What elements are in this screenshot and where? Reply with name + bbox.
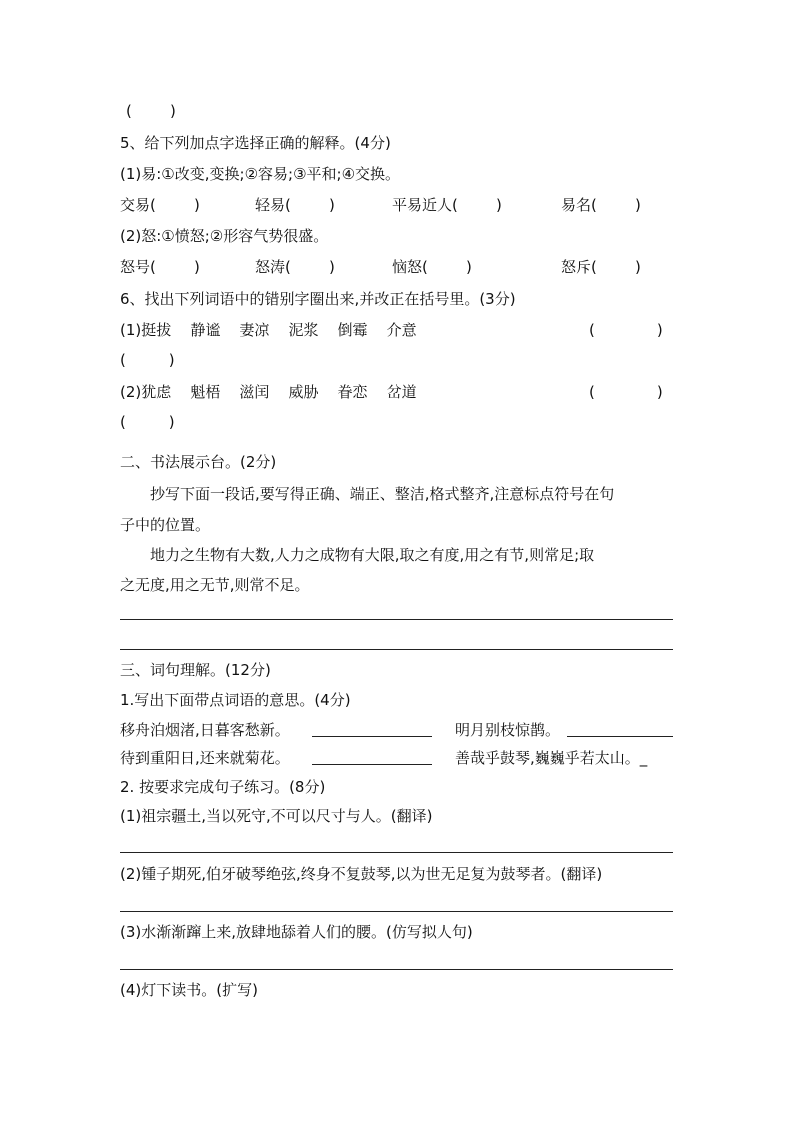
sentence-1-answer-line[interactable] xyxy=(120,852,673,853)
q5-item-nuhao[interactable]: 怒号( ) xyxy=(120,258,200,276)
sentence-3-answer-line[interactable] xyxy=(120,969,673,970)
q3-2-title: 2. 按要求完成句子练习。(8分) xyxy=(120,778,326,796)
q5-title: 5、给下列加点字选择正确的解释。(4分) xyxy=(120,134,391,152)
poem-line-4: 善哉乎鼓琴,巍巍乎若太山。_ xyxy=(455,749,648,767)
section2-instruction-line2: 子中的位置。 xyxy=(120,516,211,534)
q6-line2: (2)犹虑 魁梧 滋闰 威胁 眷恋 岔道 xyxy=(120,383,417,401)
poem-line-3: 待到重阳日,还来就菊花。 xyxy=(120,749,290,767)
copy-writing-line-1[interactable] xyxy=(120,619,673,620)
q6-line1-answer-paren[interactable]: ( ) xyxy=(589,321,663,339)
section2-passage-line2: 之无度,用之无节,则常不足。 xyxy=(120,576,310,594)
q3-1-title: 1.写出下面带点词语的意思。(4分) xyxy=(120,691,351,709)
sentence-2: (2)锺子期死,伯牙破琴绝弦,终身不复鼓琴,以为世无足复为鼓琴者。(翻译) xyxy=(120,865,603,883)
q6-line1-cont-paren[interactable]: ( ) xyxy=(120,351,175,369)
q5-item-yiming[interactable]: 易名( ) xyxy=(561,196,641,214)
poem-2-answer-blank[interactable] xyxy=(567,722,673,737)
sentence-3: (3)水渐渐蹿上来,放肆地舔着人们的腰。(仿写拟人句) xyxy=(120,923,473,941)
q5-item-pingyijinren[interactable]: 平易近人( ) xyxy=(392,196,502,214)
leftover-answer-paren[interactable]: ( ) xyxy=(126,102,176,120)
sentence-4: (4)灯下读书。(扩写) xyxy=(120,981,258,999)
q5-sub1: (1)易:①改变,变换;②容易;③平和;④交换。 xyxy=(120,165,401,183)
q5-item-naonu[interactable]: 恼怒( ) xyxy=(392,258,472,276)
section2-instruction-line1: 抄写下面一段话,要写得正确、端正、整洁,格式整齐,注意标点符号在句 xyxy=(150,485,615,503)
q6-line2-cont-paren[interactable]: ( ) xyxy=(120,413,175,431)
section2-passage-line1: 地力之生物有大数,人力之成物有大限,取之有度,用之有节,则常足;取 xyxy=(150,546,595,564)
q5-sub2: (2)怒:①愤怒;②形容气势很盛。 xyxy=(120,227,329,245)
poem-line-2: 明月别枝惊鹊。 xyxy=(455,721,561,739)
q5-item-jiaoyi[interactable]: 交易( ) xyxy=(120,196,200,214)
copy-writing-line-2[interactable] xyxy=(120,649,673,650)
q5-item-nutao[interactable]: 怒涛( ) xyxy=(255,258,335,276)
sentence-1: (1)祖宗疆土,当以死守,不可以尺寸与人。(翻译) xyxy=(120,807,433,825)
q6-line2-answer-paren[interactable]: ( ) xyxy=(589,383,663,401)
section2-title: 二、书法展示台。(2分) xyxy=(120,453,277,471)
poem-line-1: 移舟泊烟渚,日暮客愁新。 xyxy=(120,721,290,739)
sentence-2-answer-line[interactable] xyxy=(120,911,673,912)
q6-title: 6、找出下列词语中的错别字圈出来,并改正在括号里。(3分) xyxy=(120,290,516,308)
q5-item-nuchi[interactable]: 怒斥( ) xyxy=(561,258,641,276)
q6-line1: (1)挺拔 静谧 妻凉 泥浆 倒霉 介意 xyxy=(120,321,417,339)
poem-3-answer-blank[interactable] xyxy=(312,750,432,765)
poem-1-answer-blank[interactable] xyxy=(312,722,432,737)
q5-item-qingyi[interactable]: 轻易( ) xyxy=(255,196,335,214)
section3-title: 三、词句理解。(12分) xyxy=(120,661,271,679)
